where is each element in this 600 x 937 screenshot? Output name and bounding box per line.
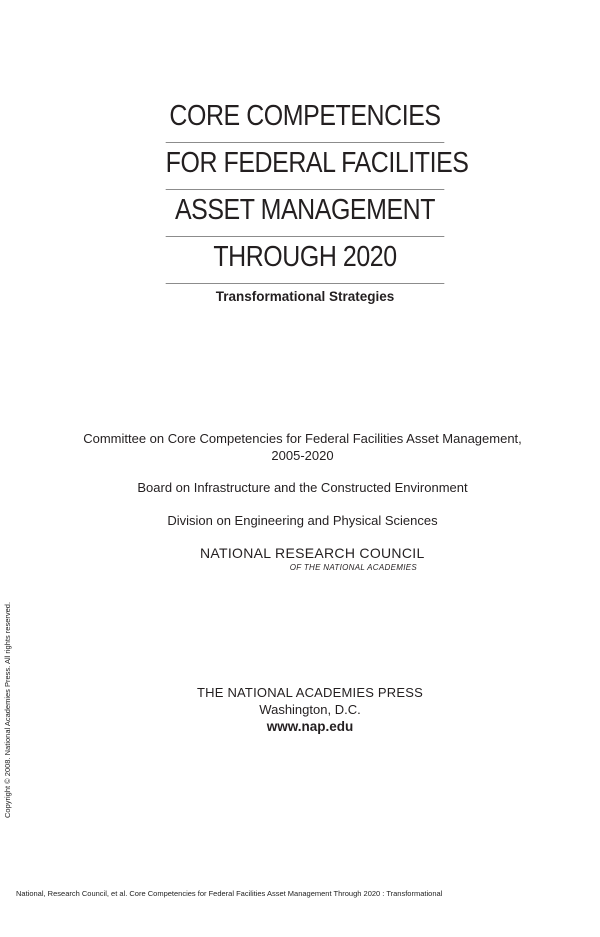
book-subtitle: Transformational Strategies <box>215 289 395 304</box>
book-title <box>143 96 467 284</box>
board-credit: Board on Infrastructure and the Constructed Environment <box>137 480 468 495</box>
council-name: NATIONAL RESEARCH COUNCIL <box>200 545 425 561</box>
committee-line-2: 2005-2020 <box>271 448 334 463</box>
publisher-name: THE NATIONAL ACADEMIES PRESS <box>197 685 423 700</box>
committee-credit <box>60 430 545 464</box>
title-line-2: FOR FEDERAL FACILITIES <box>166 143 445 190</box>
publisher-city: Washington, D.C. <box>259 702 361 717</box>
title-line-1: CORE COMPETENCIES <box>166 96 445 143</box>
title-line-4: THROUGH 2020 <box>166 237 445 284</box>
publisher-block <box>180 684 440 736</box>
side-copyright-notice: Copyright © 2008. National Academies Press. All rights reserved. <box>3 601 12 818</box>
title-line-3: ASSET MANAGEMENT <box>166 190 445 237</box>
committee-line-1: Committee on Core Competencies for Federal Facilities Asset Management, <box>83 431 522 446</box>
division-credit: Division on Engineering and Physical Sciences <box>167 513 438 528</box>
publisher-url[interactable]: www.nap.edu <box>266 719 354 734</box>
footer-citation: National, Research Council, et al. Core Competencies for Federal Facilities Asset Management Through 2020 : Transformational <box>16 889 443 898</box>
council-logo-text <box>200 545 425 572</box>
council-subtitle: OF THE NATIONAL ACADEMIES <box>289 563 417 572</box>
